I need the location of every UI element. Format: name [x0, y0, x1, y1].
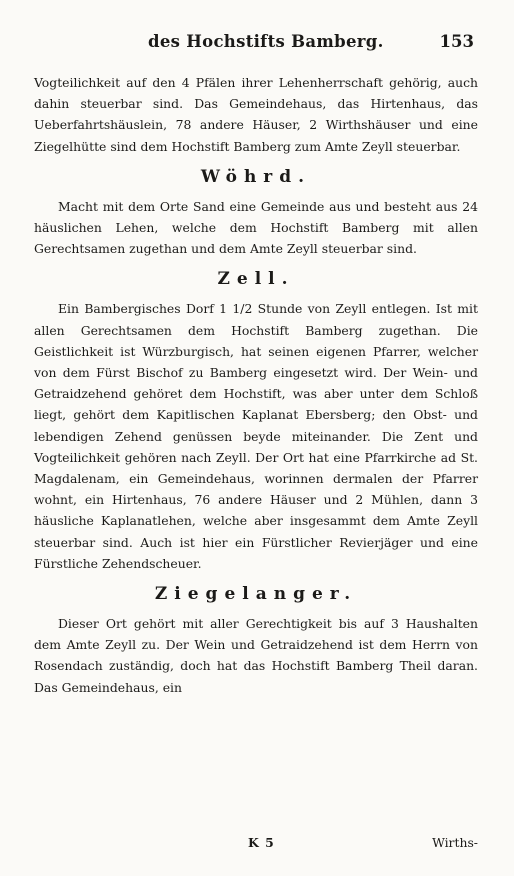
paragraph-ziegelanger: Dieser Ort gehört mit aller Gerechtigkeit bis auf 3 Haushalten dem Amte Zeyll zu. Der Wein und Getraidzehend ist dem Herrn von Rosendach zuständig, doch hat das Hochstift Bamberg Theil daran. Das Gemeindehaus, ein [34, 616, 478, 695]
page-header [0, 32, 514, 56]
paragraph-woehrd: Macht mit dem Orte Sand eine Gemeinde aus und besteht aus 24 häuslichen Lehen, welche dem Hochstift Bamberg mit allen Gerechtsamen zugethan und dem Amte Zeyll steuerbar sind. [34, 198, 478, 257]
section-heading-zell: Zell. [217, 269, 295, 290]
page-body [34, 72, 478, 698]
paragraph-zell: Ein Bambergisches Dorf 1 1/2 Stunde von Zeyll entlegen. Ist mit allen Gerechtsamen dem Hochstift Bamberg zugethan. Die Geistlichkeit ist Würzburgisch, hat seinen eigenen Pfarrer, welcher von dem Fürst Bischof zu Bamberg eingesetzt wird. Der Wein- und Getraidzehend gehöret dem Hochstift, was aber unter dem Schloß liegt, gehört dem Kapitlischen Kaplanat Ebersberg; den Obst- und lebendigen Zehend genüssen beyde miteinander. Die Zent und Vogteilichkeit gehören nach Zeyll. Der Ort hat eine Pfarrkirche ad St. Magdalenam, ein Gemeindehaus, worinnen dermalen der Pfarrer wohnt, ein Hirtenhaus, 76 andere Häuser und 2 Mühlen, dann 3 häusliche Kaplanatlehen, welche aber insgesammt dem Amte Zeyll steuerbar sind. Auch ist hier ein Fürstlicher Revierjäger und eine Fürstliche Zehendscheuer. [34, 301, 478, 571]
section-heading-woehrd: Wöhrd. [200, 166, 312, 187]
running-title: des Hochstifts Bamberg. [148, 32, 384, 51]
section-heading-ziegelanger: Ziegelanger. [154, 584, 358, 605]
paragraph-continuation: Vogteilichkeit auf den 4 Pfälen ihrer Lehenherrschaft gehörig, auch dahin steuerbar sind. Das Gemeindehaus, das Hirtenhaus, das Ueberfahrtshäuslein, 78 andere Häuser, 2 Wirthshäuser und eine Ziegelhütte sind dem Hochstift Bamberg zum Amte Zeyll steuerbar. [34, 75, 478, 154]
page-footer [34, 832, 478, 854]
page-number: 153 [439, 32, 474, 51]
signature-mark: K 5 [248, 835, 275, 850]
catchword: Wirths- [432, 835, 478, 850]
